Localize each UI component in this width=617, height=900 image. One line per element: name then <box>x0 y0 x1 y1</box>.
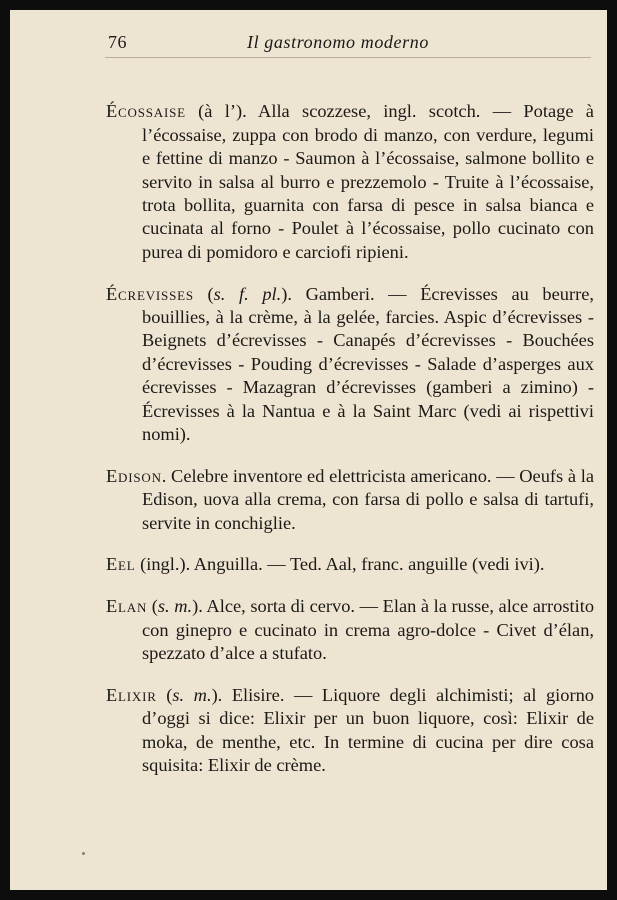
page-number: 76 <box>108 32 127 52</box>
entry-headword: Eel <box>106 554 136 575</box>
page-header <box>10 30 607 54</box>
entry-edison <box>106 465 594 535</box>
entry-pre: ( <box>193 283 214 304</box>
entry-text: ). Elisire. — Liquore degli alchimisti; al giorno d’oggi si dice: Elixir per un buon liquore, così: Elixir de moka, de menthe, etc. In termine di cucina per dire cosa squisita: Elixir de crème. <box>142 684 594 776</box>
entry-ecrevisses <box>106 283 594 447</box>
entry-elixir <box>106 684 594 778</box>
entry-pre: ( <box>156 684 173 705</box>
entry-text: Celebre inventore ed elettricista americano. — Oeufs à la Edison, uova alla crema, con farsa di pollo e salsa di tartufi, servite in conchiglie. <box>142 465 594 533</box>
entry-pre: . <box>161 465 172 486</box>
paper-speck <box>82 852 85 855</box>
entry-text: Alla scozzese, ingl. scotch. — Potage à l’écossaise, zuppa con brodo di manzo, con verdure, legumi e fettine di manzo - Saumon à l’écossaise, salmone bollito e servito in salsa al burro e prezzemolo - Truite à l’écossaise, trota bollita, guarnita con farsa di pesce in salsa bianca e cucinata al forno - Poulet à l’écossaise, pollo cucinato con purea di pomidoro e carciofi ripieni. <box>142 101 594 262</box>
entry-pre: ( <box>147 596 158 617</box>
entry-eel <box>106 553 594 576</box>
entry-grammar: s. m. <box>157 596 193 617</box>
entry-ecossaise <box>106 100 594 264</box>
running-title: Il gastronomo moderno <box>247 32 429 52</box>
entry-headword: Écossaise <box>106 101 186 122</box>
entry-headword: Edison <box>106 465 162 486</box>
entry-headword: Elixir <box>106 684 157 705</box>
book-page <box>10 10 607 890</box>
entry-elan <box>106 595 594 665</box>
dictionary-entries <box>10 82 607 778</box>
header-rule <box>105 57 591 58</box>
entry-grammar: s. f. pl. <box>213 283 282 304</box>
entry-text: ). Alce, sorta di cervo. — Elan à la russe, alce arrostito con ginepro e cucinato in crema agro-dolce - Civet d’élan, spezzato d’alce a stufato. <box>142 596 595 664</box>
entry-pre: (ingl.). <box>135 554 194 575</box>
entry-text: ). Gamberi. — Écrevisses au beurre, bouillies, à la crème, à la gelée, farcies. Aspic d’écrevisses - Beignets d’écrevisses - Canapés d’écrevisses - Bouchées d’écrevisses - Pouding d’écrevisses - Salade d’asperges aux écrevisses - Mazagran d’écrevisses (gamberi a zimino) - Écrevisses à la Nantua e à la Saint Marc (vedi ai rispettivi nomi). <box>142 283 594 445</box>
entry-pre: (à l’). <box>185 101 259 122</box>
entry-headword: Écrevisses <box>106 283 194 304</box>
entry-grammar: s. m. <box>172 684 212 705</box>
entry-text: Anguilla. — Ted. Aal, franc. anguille (vedi ivi). <box>193 554 545 575</box>
entry-headword: Elan <box>106 596 148 617</box>
